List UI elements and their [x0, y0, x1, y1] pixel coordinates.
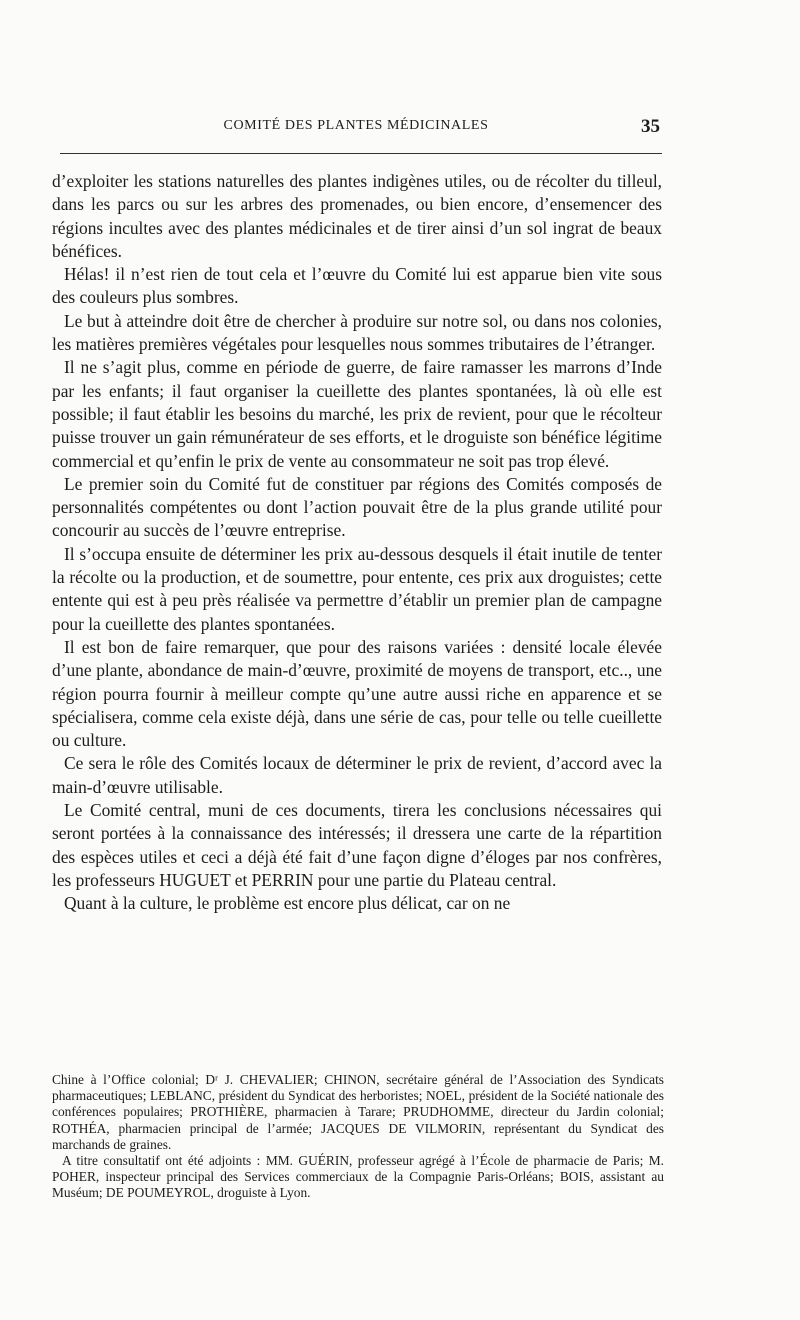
paragraph: Il est bon de faire remarquer, que pour des raisons variées : densité locale élevée d’une plante, abondance de main-d’œuvre, proximité de moyens de transport, etc.., une région pourra fournir à meilleur compte qu’une autre aussi riche en apparence et se spécialisera, comme cela existe déjà, dans une série de cas, pour telle ou telle cueillette ou culture.	[52, 636, 662, 751]
paragraph: d’exploiter les stations naturelles des plantes indigènes utiles, ou de récolter du tilleul, dans les parcs ou sur les arbres des promenades, ou bien encore, d’ensemencer des régions incultes avec des plantes médicinales et de tirer ainsi d’un sol ingrat de beaux bénéfices.	[52, 171, 662, 261]
paragraph: Le but à atteindre doit être de chercher à produire sur notre sol, ou dans nos colonies, les matières premières végétales pour lesquelles nous sommes tributaires de l’étranger.	[52, 310, 662, 355]
footnote-paragraph: A titre consultatif ont été adjoints : MM. GUÉRIN, professeur agrégé à l’École de pharmacie de Paris; M. POHER, inspecteur principal des Services commerciaux de la Compagnie Paris-Orléans; BOIS, assistant au Muséum; DE POUMEYROL, droguiste à Lyon.	[52, 1153, 664, 1201]
page-number: 35	[641, 116, 660, 137]
paragraph: Ce sera le rôle des Comités locaux de déterminer le prix de revient, d’accord avec la main-d’œuvre utilisable.	[52, 753, 662, 797]
running-head	[52, 116, 660, 140]
running-head-title: COMITÉ DES PLANTES MÉDICINALES	[223, 118, 489, 133]
paragraph: Quant à la culture, le problème est encore plus délicat, car on ne	[64, 893, 511, 914]
main-text	[52, 170, 662, 916]
paragraph: Le Comité central, muni de ces documents, tirera les conclusions nécessaires qui seront portées à la connaissance des intéressés; il dressera une carte de la répartition des espèces utiles et ceci a déjà été fait d’une façon digne d’éloges par nos confrères, les professeurs HUGUET et PERRIN pour une partie du Plateau central.	[52, 800, 662, 890]
paragraph: Il ne s’agit plus, comme en période de guerre, de faire ramasser les marrons d’Inde par les enfants; il faut organiser la cueillette des plantes spontanées, là où elle est possible; il faut établir les besoins du marché, les prix de revient, pour que le récolteur puisse trouver un gain rémunérateur de ses efforts, et le droguiste son bénéfice légitime commercial et qu’enfin le prix de vente au consommateur ne soit pas trop élevé.	[52, 357, 662, 471]
paragraph: Il s’occupa ensuite de déterminer les prix au-dessous desquels il était inutile de tenter la récolte ou la production, et de soumettre, pour entente, ces prix aux droguistes; cette entente qui est à peu près réalisée va permettre d’établir un premier plan de campagne pour la cueillette des plantes spontanées.	[52, 543, 662, 634]
footnote-paragraph: Chine à l’Office colonial; Dʳ J. CHEVALIER; CHINON, secrétaire général de l’Association des Syndicats pharmaceutiques; LEBLANC, président du Syndicat des herboristes; NOEL, président de la Société nationale des conférences populaires; PROTHIÈRE, pharmacien à Tarare; PRUDHOMME, directeur du Jardin colonial; ROTHÉA, pharmacien principal de l’armée; JACQUES DE VILMORIN, représentant du Syndicat des marchands de graines.	[52, 1072, 664, 1152]
header-rule	[60, 153, 662, 154]
paragraph: Hélas! il n’est rien de tout cela et l’œuvre du Comité lui est apparue bien vite sous des couleurs plus sombres.	[52, 264, 662, 308]
paragraph: Le premier soin du Comité fut de constituer par régions des Comités composés de personnalités compétentes ou dont l’action pouvait être de la plus grande utilité pour concourir au succès de l’œuvre entreprise.	[52, 473, 662, 541]
footnotes	[52, 1072, 664, 1202]
